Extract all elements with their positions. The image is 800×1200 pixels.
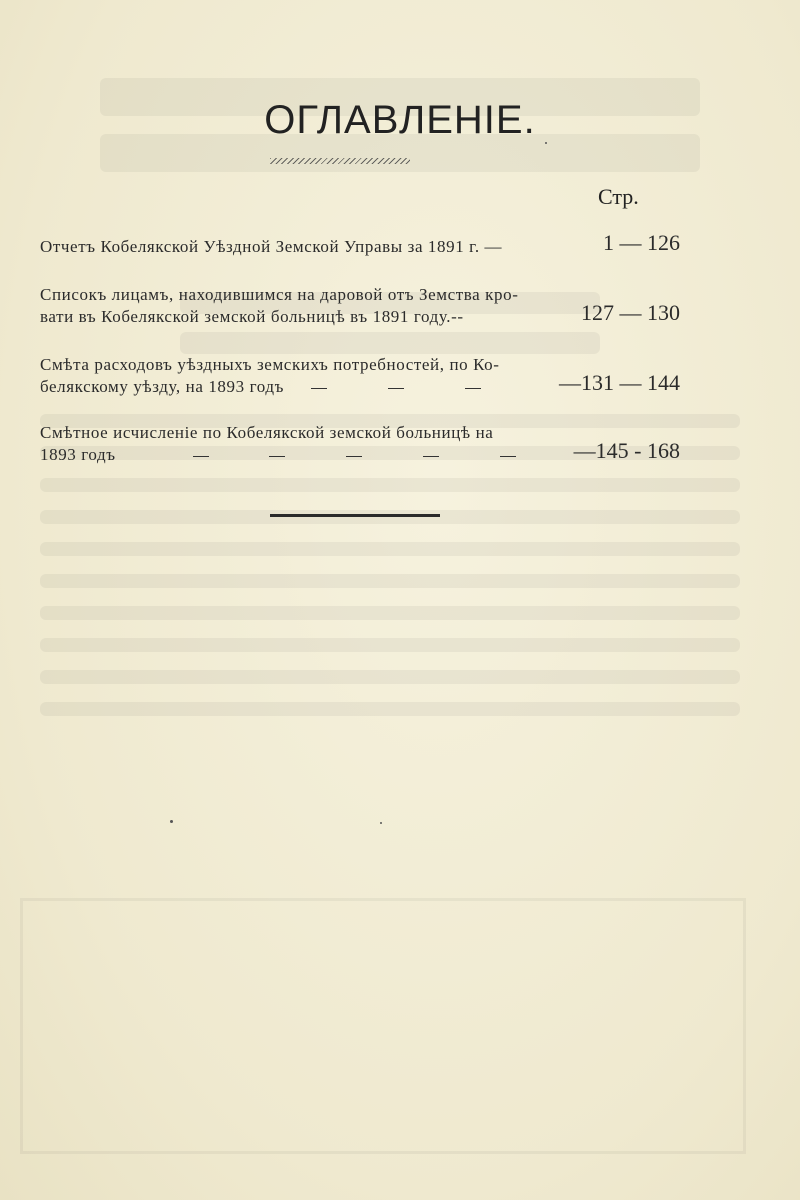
toc-entry-text: вати въ Кобелякской земской больницѣ въ 1891 году.-- xyxy=(40,307,464,326)
toc-entry-text: Отчетъ Кобелякской Уѣздной Земской Управы за 1891 г. — xyxy=(40,237,503,256)
closing-rule xyxy=(270,514,440,517)
toc-entry xyxy=(40,354,680,398)
toc-entry-pages: 127 — 130 xyxy=(581,300,680,325)
toc-entry-text: Смѣта расходовъ уѣздныхъ земскихъ потребностей, по Ко- xyxy=(40,355,500,374)
title-ornament xyxy=(270,158,410,164)
toc-entry-line xyxy=(40,300,680,328)
leader-dash xyxy=(311,388,327,389)
toc-entry xyxy=(40,284,680,328)
leader-dash xyxy=(193,456,209,457)
toc-entry-line xyxy=(40,438,680,466)
toc-entry-text: Списокъ лицамъ, находившимся на даровой отъ Земства кро- xyxy=(40,285,519,304)
toc-entry-text: 1893 годъ xyxy=(40,445,116,464)
leader-dash xyxy=(465,388,481,389)
leader-dash xyxy=(388,388,404,389)
leader-dash xyxy=(269,456,285,457)
toc-entry-line xyxy=(40,230,680,258)
leader-dash xyxy=(500,456,516,457)
leader-dash xyxy=(346,456,362,457)
page-column-label: Стр. xyxy=(598,184,639,209)
toc-entry xyxy=(40,230,680,258)
toc-entry-pages: 1 — 126 xyxy=(603,230,680,255)
page-title: ОГЛАВЛЕНІЕ. xyxy=(264,98,536,142)
toc-entry-text: белякскому уѣзду, на 1893 годъ xyxy=(40,377,284,396)
toc-entry-line xyxy=(40,370,680,398)
paper-speck xyxy=(545,142,547,144)
toc-entry-pages: —145 - 168 xyxy=(573,438,680,463)
leader-dash xyxy=(423,456,439,457)
paper-speck xyxy=(380,822,382,824)
bleed-through-text xyxy=(40,60,740,1160)
paper-speck xyxy=(170,820,173,823)
toc-entry-text: Смѣтное исчисленіе по Кобелякской земской больницѣ на xyxy=(40,423,494,442)
toc-entry xyxy=(40,422,680,466)
toc-entry-pages: —131 — 144 xyxy=(559,370,680,395)
